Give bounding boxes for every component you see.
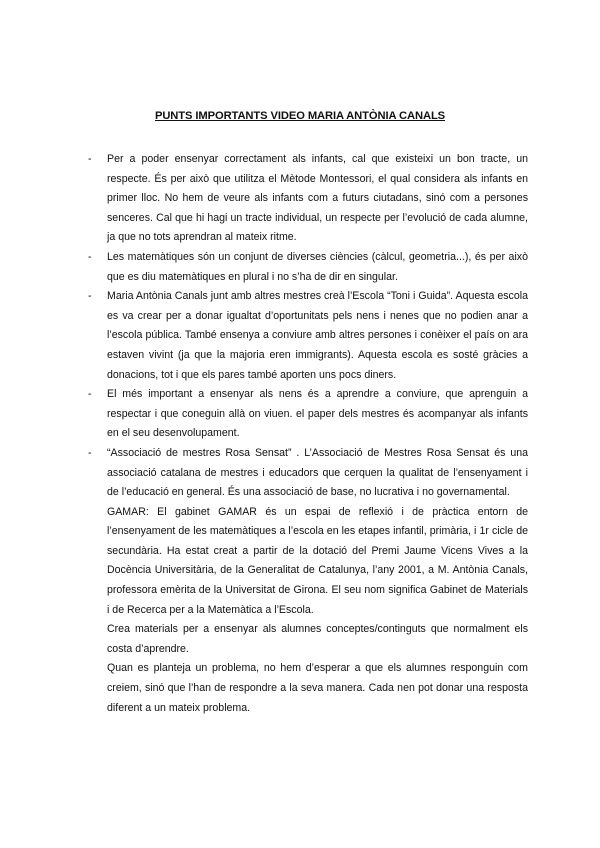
paragraph-problem: Quan es planteja un problema, no hem d’esperar a que els alumnes responguin com creiem, sinó que l’han de respondre a la seva manera. Cada nen pot donar una resposta diferent a un mateix problema. xyxy=(107,662,528,714)
list-item-text: El més important a ensenyar als nens és a aprendre a conviure, que aprenguin a respectar i que coneguin allà on viuen. el paper dels mestres és acompanyar als infants en el seu desenvolupament. xyxy=(107,388,528,440)
list-item-text: Maria Antònia Canals junt amb altres mestres creà l’Escola “Toni i Guida”. Aquesta escola es va crear per a donar igualtat d’oportunitats pels nens i nenes que no podien anar a l’escola pública. També ensenya a conviure amb altres persones i conèixer el país on ara estaven vivint (ja que la majoria eren immigrants). Aquesta escola es sosté gràcies a donacions, tot i que els pares també aporten uns pocs diners. xyxy=(107,290,528,381)
bullet-dash: - xyxy=(88,153,92,165)
list-item xyxy=(88,287,528,385)
continuation-paragraphs xyxy=(88,503,528,719)
list-item-text: Per a poder ensenyar correctament als infants, cal que existeixi un bon tracte, un respecte. És per això que utilitza el Mètode Montessori, el qual considera als infants en primer lloc. No hem de veure als infants com a futurs ciutadans, sinó com a persones senceres. Cal que hi hagi un tracte individual, un respecte per l’evolució de cada alumne, ja que no tots aprendran al mateix ritme. xyxy=(107,153,528,244)
list-item xyxy=(88,444,528,503)
document-title: PUNTS IMPORTANTS VIDEO MARIA ANTÒNIA CANALS xyxy=(154,110,446,122)
list-item-text: Les matemàtiques són un conjunt de diverses ciències (càlcul, geometria...), és per això que es diu matemàtiques en plural i no s’ha de dir en singular. xyxy=(107,250,528,283)
bullet-dash: - xyxy=(88,388,92,401)
paragraph-gamar: GAMAR: El gabinet GAMAR és un espai de reflexió i de pràctica entorn de l’ensenyament de les matemàtiques a l’escola en les etapes infantil, primària, i 1r cicle de secundària. Ha estat creat a partir de la dotació del Premi Jaume Vicens Vives a la Docència Universitària, de la Generalitat de Catalunya, l’any 2001, a M. Antònia Canals, professora emèrita de la Universitat de Girona. El seu nom significa Gabinet de Materials i de Recerca per a la Matemàtica a l’Escola. xyxy=(107,505,528,616)
bullet-list xyxy=(88,150,528,718)
bullet-dash: - xyxy=(88,446,92,459)
list-item xyxy=(88,248,528,287)
bullet-dash: - xyxy=(88,250,92,263)
list-item-text: “Associació de mestres Rosa Sensat” . L’Associació de Mestres Rosa Sensat és una associació catalana de mestres i educadors que cerquen la qualitat de l’ensenyament i de l’educació en general. És una associació de base, no lucrativa i no governamental. xyxy=(107,446,528,499)
bullet-dash: - xyxy=(88,290,92,303)
list-item xyxy=(88,385,528,444)
paragraph-materials: Crea materials per a ensenyar als alumnes conceptes/continguts que normalment els costa d’aprendre. xyxy=(107,623,528,655)
list-item xyxy=(88,150,528,248)
